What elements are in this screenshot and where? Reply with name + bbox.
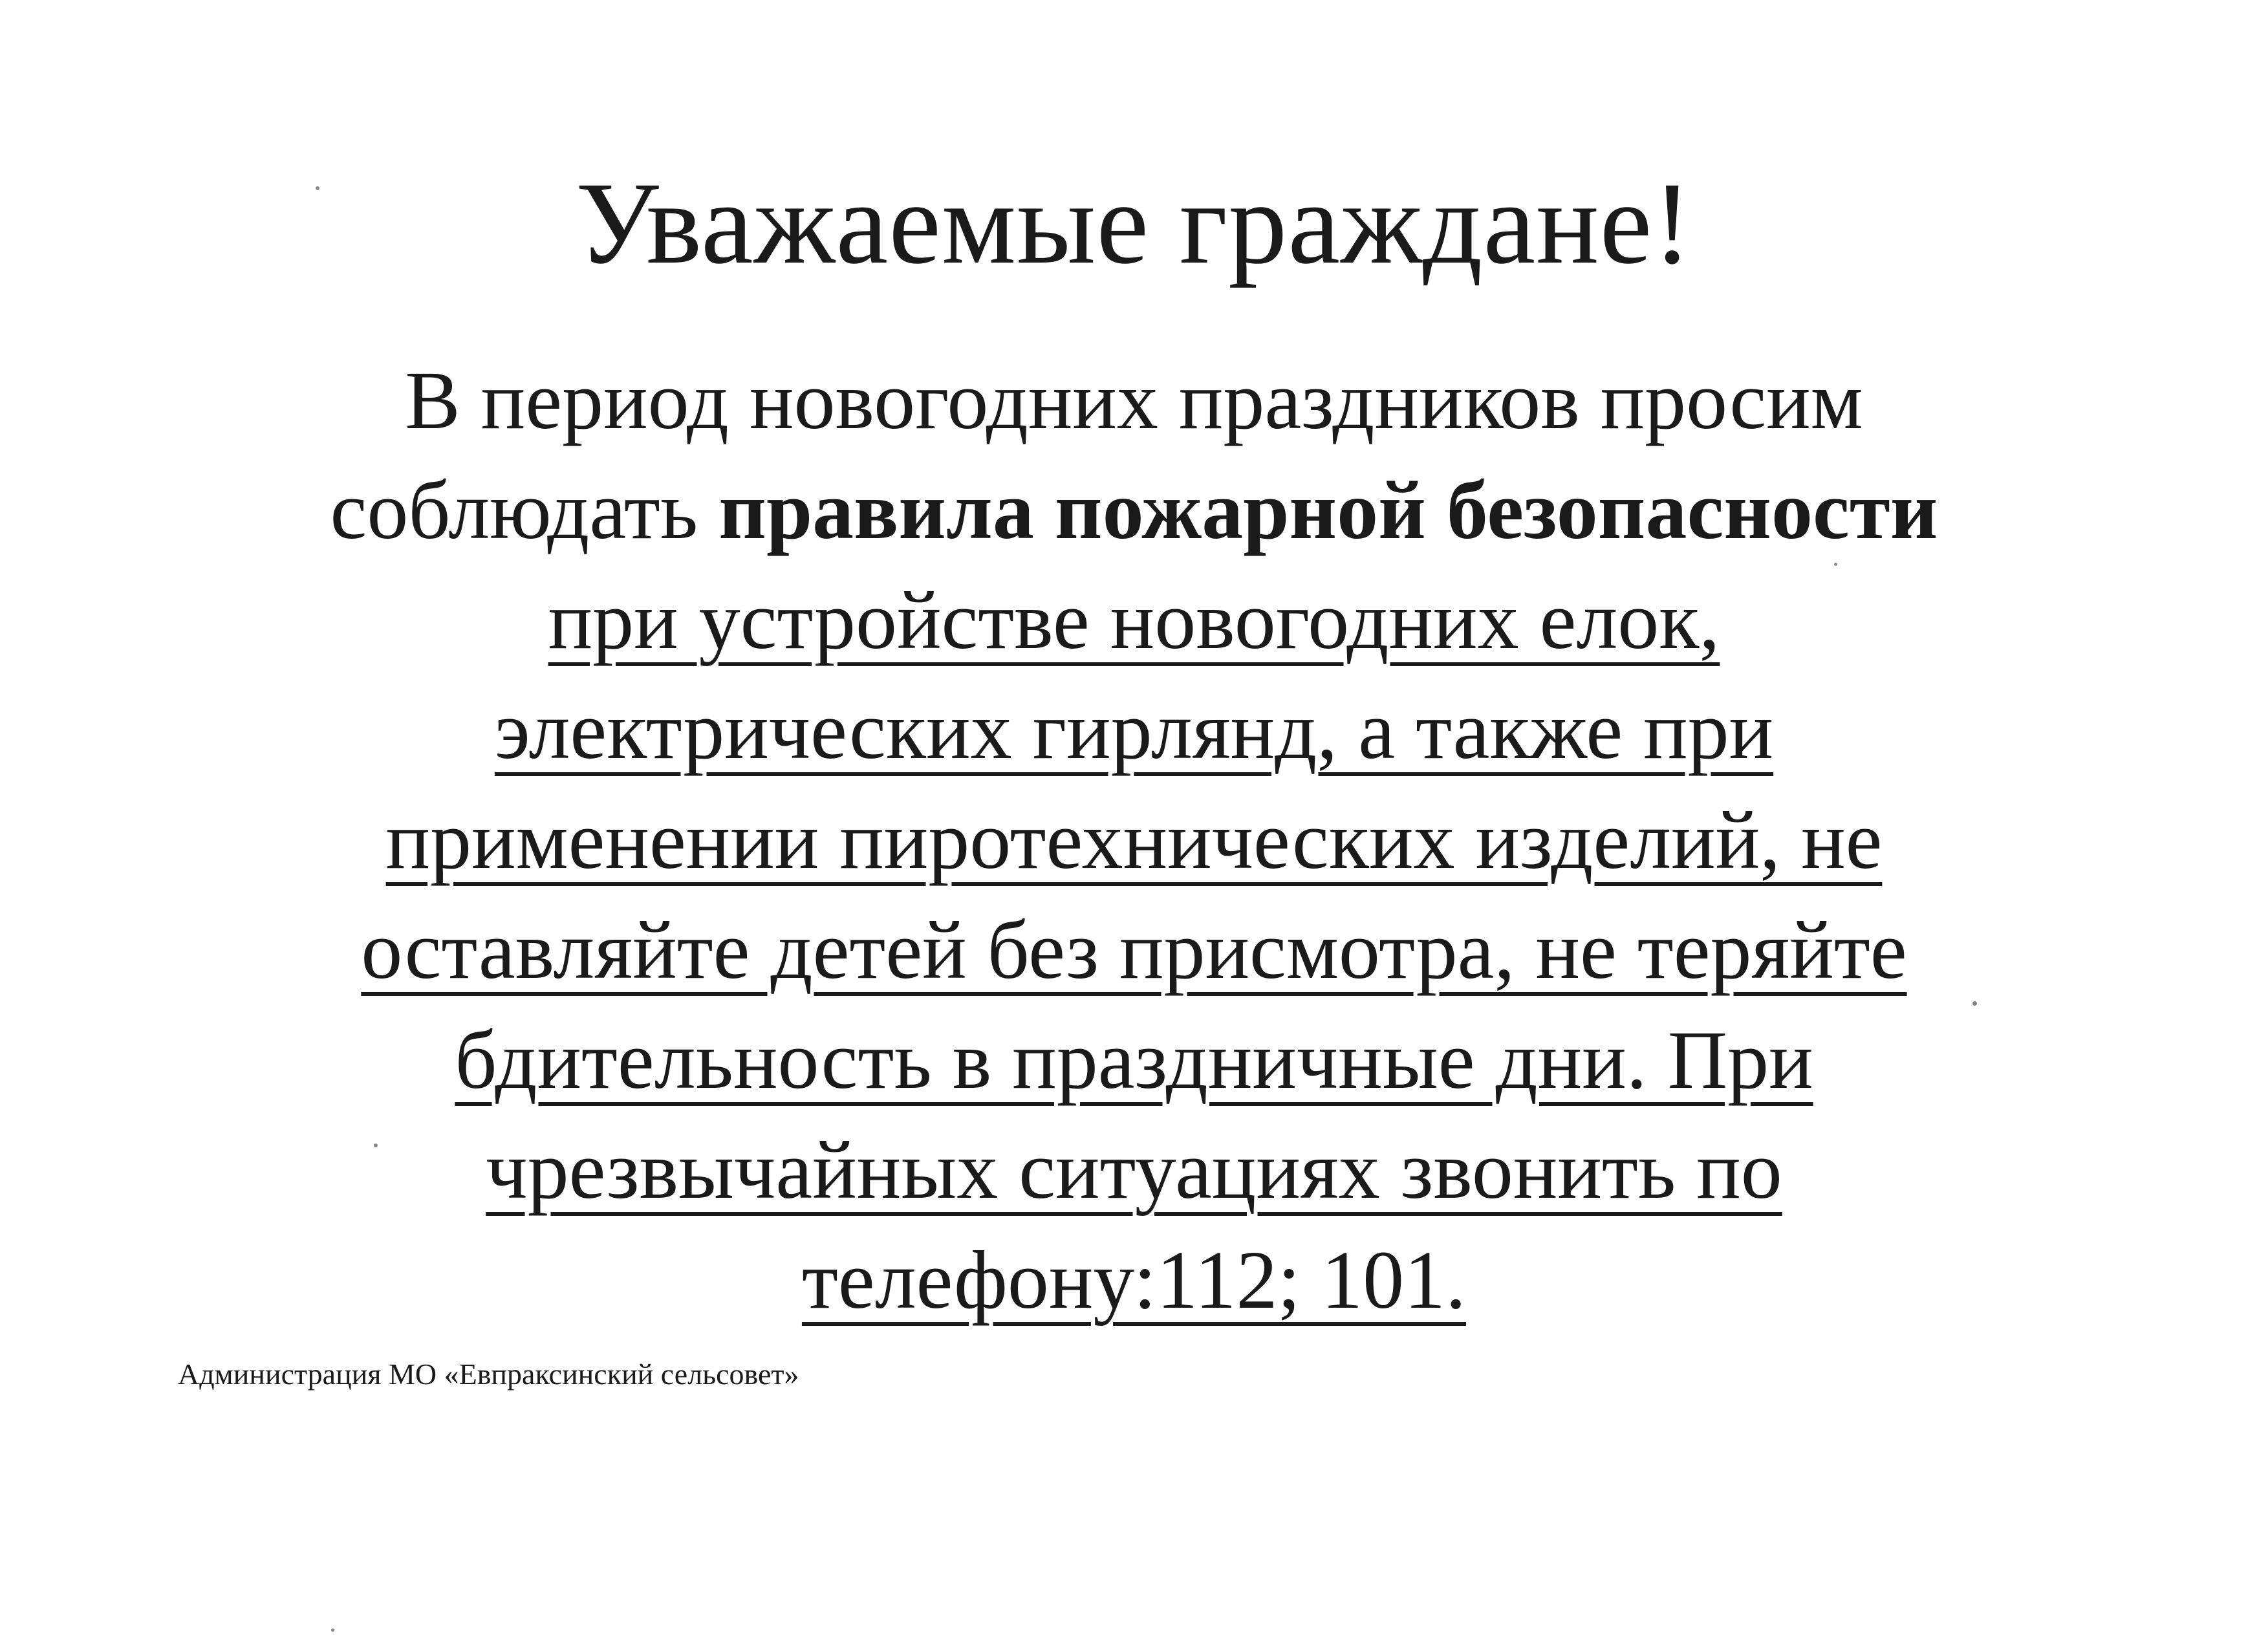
notice-line-7 (0, 1014, 2268, 1106)
notice-line-6 (0, 904, 2268, 996)
scan-speck (316, 186, 319, 190)
administration-signature: Администрация МО «Евпраксинский сельсовет» (178, 1358, 799, 1391)
underlined-text-7: бдительность в праздничные дни. При (455, 1014, 1813, 1106)
scan-speck (1834, 563, 1837, 566)
underlined-text-5: применении пиротехнических изделий, не (385, 794, 1883, 886)
scan-speck (374, 1143, 378, 1147)
notice-line-2 (0, 464, 2268, 556)
notice-line-9 (0, 1234, 2268, 1326)
emergency-phone-text: телефону:112; 101. (801, 1234, 1467, 1326)
scan-speck (331, 1629, 334, 1632)
notice-line-5 (0, 794, 2268, 886)
notice-line-2-plain: соблюдать (330, 464, 719, 556)
notice-line-3 (0, 574, 2268, 666)
fire-safety-rules-emphasis: правила пожарной безопасности (718, 464, 1938, 556)
underlined-text-3: при устройстве новогодних елок, (548, 574, 1720, 666)
underlined-text-6: оставляйте детей без присмотра, не теряйте (361, 904, 1907, 996)
notice-line-1: В период новогодних праздников просим (405, 354, 1863, 446)
notice-line-4 (0, 684, 2268, 776)
scan-speck (1972, 1001, 1977, 1006)
notice-title: Уважаемые граждане! (575, 158, 1693, 288)
underlined-text-4: электрических гирлянд, а также при (494, 684, 1774, 776)
notice-line-8 (0, 1124, 2268, 1216)
underlined-text-8: чрезвычайных ситуациях звонить по (486, 1124, 1782, 1216)
